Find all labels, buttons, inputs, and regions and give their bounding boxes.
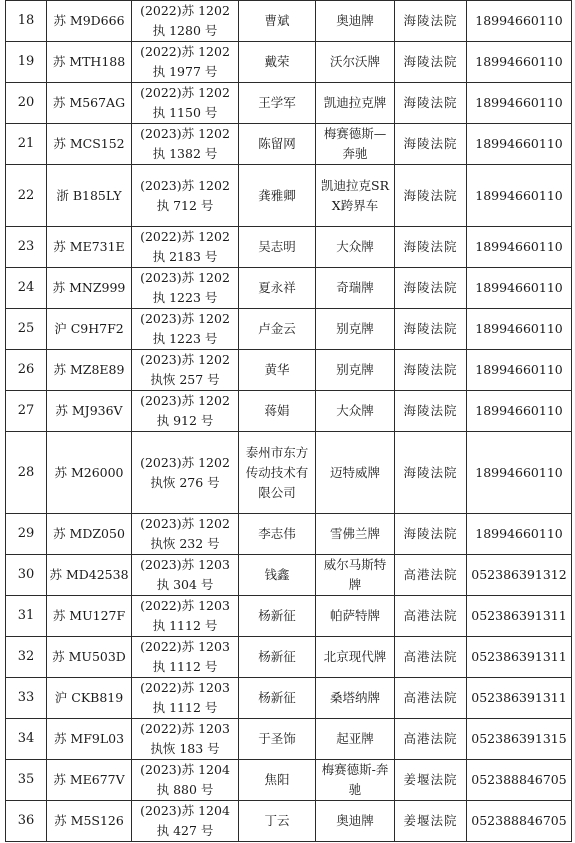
contact-phone: 18994660110 (467, 268, 572, 309)
row-number: 27 (6, 391, 47, 432)
vehicle-brand: 大众牌 (316, 391, 395, 432)
vehicle-brand: 雪佛兰牌 (316, 514, 395, 555)
case-number (132, 124, 239, 165)
vehicle-brand: 帕萨特牌 (316, 596, 395, 637)
contact-phone: 18994660110 (467, 432, 572, 514)
court-name: 海陵法院 (395, 268, 467, 309)
court-name: 海陵法院 (395, 42, 467, 83)
contact-phone: 18994660110 (467, 514, 572, 555)
court-name: 海陵法院 (395, 83, 467, 124)
case-number-line2: 执 712 号 (156, 197, 214, 213)
case-number-line2: 执 1112 号 (152, 659, 218, 674)
party-name: 蒋娟 (239, 391, 316, 432)
case-number-line2: 执 1112 号 (152, 618, 218, 633)
case-number-line1: (2022)苏 1203 (140, 598, 230, 613)
case-number-line2: 执 880 号 (156, 782, 214, 797)
table-row (6, 555, 572, 596)
vehicle-brand: 别克牌 (316, 309, 395, 350)
case-number-line2: 执恢 257 号 (150, 372, 220, 387)
case-number-line1: (2023)苏 1203 (140, 557, 230, 572)
table-row (6, 391, 572, 432)
case-number (132, 678, 239, 719)
court-name: 高港法院 (395, 719, 467, 760)
party-name: 龚雅卿 (239, 165, 316, 227)
table-row (6, 1, 572, 42)
case-number (132, 514, 239, 555)
party-name: 杨新征 (239, 637, 316, 678)
party-name: 李志伟 (239, 514, 316, 555)
contact-phone: 18994660110 (467, 309, 572, 350)
court-name: 海陵法院 (395, 1, 467, 42)
contact-phone: 052388846705 (467, 760, 572, 801)
table-row (6, 268, 572, 309)
row-number: 20 (6, 83, 47, 124)
party-name: 夏永祥 (239, 268, 316, 309)
table-row (6, 760, 572, 801)
party-name: 卢金云 (239, 309, 316, 350)
vehicle-brand: 别克牌 (316, 350, 395, 391)
table-row (6, 309, 572, 350)
contact-phone: 18994660110 (467, 83, 572, 124)
license-plate: 苏 ME731E (47, 227, 132, 268)
case-number-line1: (2023)苏 1204 (140, 762, 230, 777)
license-plate: 苏 MZ8E89 (47, 350, 132, 391)
case-number-line1: (2022)苏 1202 (140, 3, 230, 18)
court-name: 海陵法院 (395, 514, 467, 555)
vehicle-brand: 梅赛德斯—奔驰 (316, 124, 395, 165)
row-number: 28 (6, 432, 47, 514)
court-name: 高港法院 (395, 637, 467, 678)
case-number (132, 227, 239, 268)
license-plate: 苏 M567AG (47, 83, 132, 124)
row-number: 35 (6, 760, 47, 801)
table-row (6, 165, 572, 227)
license-plate: 苏 MTH188 (47, 42, 132, 83)
court-name: 高港法院 (395, 678, 467, 719)
table-row (6, 719, 572, 760)
vehicle-brand: 奥迪牌 (316, 1, 395, 42)
party-name: 于圣饰 (239, 719, 316, 760)
vehicle-brand: 凯迪拉克牌 (316, 83, 395, 124)
contact-phone: 052386391311 (467, 596, 572, 637)
contact-phone: 18994660110 (467, 391, 572, 432)
court-name: 海陵法院 (395, 309, 467, 350)
license-plate: 沪 C9H7F2 (47, 309, 132, 350)
case-number (132, 760, 239, 801)
case-number (132, 350, 239, 391)
vehicle-brand: 梅赛德斯-奔驰 (316, 760, 395, 801)
vehicle-brand: 起亚牌 (316, 719, 395, 760)
vehicle-brand: 奥迪牌 (316, 801, 395, 842)
row-number: 24 (6, 268, 47, 309)
vehicle-brand: 奇瑞牌 (316, 268, 395, 309)
case-number-line2: 执 1382 号 (152, 146, 218, 161)
case-number (132, 555, 239, 596)
court-name: 姜堰法院 (395, 801, 467, 842)
case-number-line1: (2022)苏 1202 (140, 85, 230, 100)
case-number-line1: (2023)苏 1202 (140, 270, 230, 285)
case-number-line2: 执 304 号 (156, 577, 214, 592)
row-number: 32 (6, 637, 47, 678)
case-number-line2: 执 1150 号 (152, 105, 218, 120)
vehicle-brand: 威尔马斯特牌 (316, 555, 395, 596)
case-number-line1: (2023)苏 1202 (140, 352, 230, 367)
row-number: 25 (6, 309, 47, 350)
vehicle-brand: 凯迪拉克SRX跨界车 (316, 165, 395, 227)
case-number (132, 309, 239, 350)
row-number: 21 (6, 124, 47, 165)
case-number-line1: (2022)苏 1203 (140, 639, 230, 654)
case-number (132, 801, 239, 842)
license-plate: 苏 MCS152 (47, 124, 132, 165)
party-name: 戴荣 (239, 42, 316, 83)
contact-phone: 052386391312 (467, 555, 572, 596)
case-number-line1: (2023)苏 1202 (140, 177, 230, 193)
table-row (6, 514, 572, 555)
party-name: 丁云 (239, 801, 316, 842)
case-number-line2: 执 1112 号 (152, 700, 218, 715)
contact-phone: 052388846705 (467, 801, 572, 842)
case-number-line2: 执 2183 号 (152, 249, 218, 264)
case-number-line2: 执 1977 号 (152, 64, 218, 79)
vehicle-brand: 沃尔沃牌 (316, 42, 395, 83)
court-name: 海陵法院 (395, 432, 467, 514)
case-number-line1: (2023)苏 1204 (140, 803, 230, 818)
case-number-line2: 执 1280 号 (152, 23, 218, 38)
case-number (132, 719, 239, 760)
case-number-line1: (2023)苏 1202 (140, 393, 230, 408)
contact-phone: 052386391311 (467, 678, 572, 719)
case-number-line2: 执恢 232 号 (150, 536, 220, 551)
case-number (132, 637, 239, 678)
case-number-line1: (2023)苏 1202 (140, 516, 230, 531)
court-name: 高港法院 (395, 555, 467, 596)
case-number (132, 391, 239, 432)
party-name: 黄华 (239, 350, 316, 391)
row-number: 26 (6, 350, 47, 391)
case-number (132, 596, 239, 637)
row-number: 23 (6, 227, 47, 268)
vehicle-table (5, 0, 572, 842)
court-name: 高港法院 (395, 596, 467, 637)
license-plate: 苏 M9D666 (47, 1, 132, 42)
license-plate: 苏 ME677V (47, 760, 132, 801)
case-number-line1: (2023)苏 1202 (140, 126, 230, 141)
contact-phone: 18994660110 (467, 42, 572, 83)
case-number-line2: 执恢 183 号 (150, 741, 220, 756)
case-number-line2: 执 427 号 (156, 823, 214, 838)
table-row (6, 801, 572, 842)
license-plate: 苏 MU503D (47, 637, 132, 678)
contact-phone: 18994660110 (467, 227, 572, 268)
party-name: 吴志明 (239, 227, 316, 268)
case-number-line2: 执 912 号 (156, 413, 214, 428)
case-number-line2: 执恢 276 号 (150, 474, 220, 490)
license-plate: 浙 B185LY (47, 165, 132, 227)
license-plate: 苏 MU127F (47, 596, 132, 637)
case-number-line1: (2022)苏 1203 (140, 721, 230, 736)
contact-phone: 18994660110 (467, 124, 572, 165)
case-number (132, 165, 239, 227)
vehicle-brand: 北京现代牌 (316, 637, 395, 678)
row-number: 30 (6, 555, 47, 596)
vehicle-brand: 桑塔纳牌 (316, 678, 395, 719)
case-number (132, 1, 239, 42)
row-number: 19 (6, 42, 47, 83)
table-row (6, 678, 572, 719)
party-name: 杨新征 (239, 678, 316, 719)
vehicle-brand: 迈特威牌 (316, 432, 395, 514)
case-number-line1: (2023)苏 1202 (140, 311, 230, 326)
license-plate: 苏 M26000 (47, 432, 132, 514)
license-plate: 苏 M5S126 (47, 801, 132, 842)
row-number: 36 (6, 801, 47, 842)
table-row (6, 350, 572, 391)
case-number-line1: (2023)苏 1202 (140, 454, 230, 470)
table-row (6, 83, 572, 124)
license-plate: 苏 MD42538 (47, 555, 132, 596)
license-plate: 苏 MJ936V (47, 391, 132, 432)
court-name: 海陵法院 (395, 165, 467, 227)
contact-phone: 052386391311 (467, 637, 572, 678)
case-number-line2: 执 1223 号 (152, 331, 218, 346)
contact-phone: 18994660110 (467, 350, 572, 391)
case-number-line1: (2022)苏 1202 (140, 44, 230, 59)
contact-phone: 18994660110 (467, 165, 572, 227)
case-number (132, 268, 239, 309)
party-name: 杨新征 (239, 596, 316, 637)
party-name: 泰州市东方传动技术有限公司 (239, 432, 316, 514)
party-name: 王学军 (239, 83, 316, 124)
court-name: 海陵法院 (395, 350, 467, 391)
court-name: 海陵法院 (395, 391, 467, 432)
row-number: 18 (6, 1, 47, 42)
case-number (132, 83, 239, 124)
party-name: 钱鑫 (239, 555, 316, 596)
table-body (6, 1, 572, 842)
table-row (6, 432, 572, 514)
vehicle-brand: 大众牌 (316, 227, 395, 268)
case-number (132, 42, 239, 83)
case-number-line1: (2022)苏 1202 (140, 229, 230, 244)
table-row (6, 124, 572, 165)
license-plate: 沪 CKB819 (47, 678, 132, 719)
table-row (6, 227, 572, 268)
case-number-line2: 执 1223 号 (152, 290, 218, 305)
contact-phone: 052386391315 (467, 719, 572, 760)
row-number: 29 (6, 514, 47, 555)
court-name: 姜堰法院 (395, 760, 467, 801)
party-name: 曹斌 (239, 1, 316, 42)
court-name: 海陵法院 (395, 124, 467, 165)
row-number: 33 (6, 678, 47, 719)
contact-phone: 18994660110 (467, 1, 572, 42)
table-row (6, 596, 572, 637)
party-name: 焦阳 (239, 760, 316, 801)
table-row (6, 637, 572, 678)
license-plate: 苏 MF9L03 (47, 719, 132, 760)
row-number: 31 (6, 596, 47, 637)
license-plate: 苏 MDZ050 (47, 514, 132, 555)
case-number-line1: (2022)苏 1203 (140, 680, 230, 695)
license-plate: 苏 MNZ999 (47, 268, 132, 309)
row-number: 22 (6, 165, 47, 227)
court-name: 海陵法院 (395, 227, 467, 268)
row-number: 34 (6, 719, 47, 760)
table-row (6, 42, 572, 83)
case-number (132, 432, 239, 514)
party-name: 陈留网 (239, 124, 316, 165)
